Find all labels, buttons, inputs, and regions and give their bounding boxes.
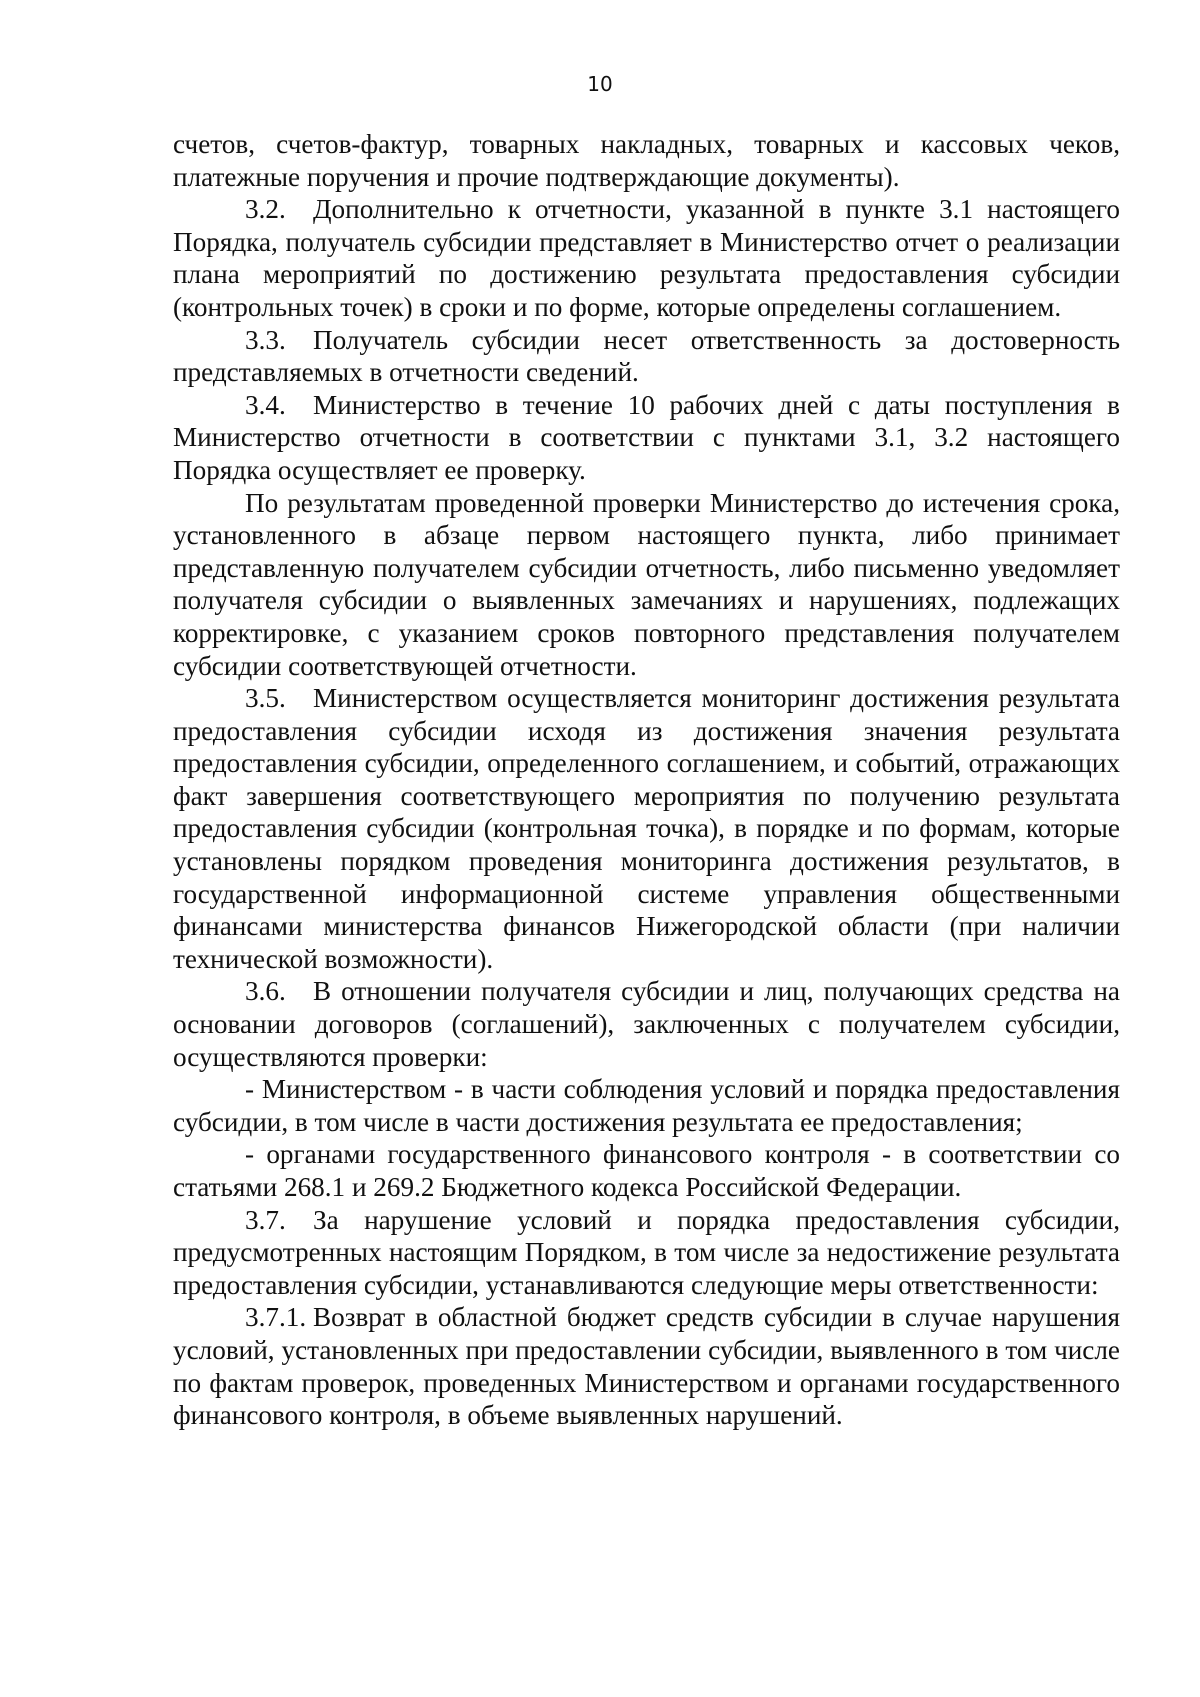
clause-number: 3.2. xyxy=(245,194,286,225)
paragraph-3-7-1 xyxy=(173,1301,1120,1431)
paragraph-3-3 xyxy=(173,324,1120,389)
document-body xyxy=(173,128,1120,1432)
page-number: 10 xyxy=(587,72,613,96)
paragraph-continuation: счетов, счетов-фактур, товарных накладных, товарных и кассовых чеков, платежные поручения и прочие подтверждающие документы). xyxy=(173,129,1120,192)
paragraph-3-6 xyxy=(173,975,1120,1073)
paragraph-3-5 xyxy=(173,682,1120,975)
paragraph-text: Дополнительно к отчетности, указанной в пункте 3.1 настоящего Порядка, получатель субсидии представляет в Министерство отчет о реализации плана мероприятий по достижению результата предоставления субсидии (контрольных точек) в сроки и по форме, которые определены соглашением. xyxy=(173,194,1120,322)
list-item-ministry: - Министерством - в части соблюдения условий и порядка предоставления субсидии, в том числе в части достижения результата ее предоставления; xyxy=(173,1074,1120,1137)
paragraph-text: За нарушение условий и порядка предоставления субсидии, предусмотренных настоящим Порядком, в том числе за недостижение результата предоставления субсидии, устанавливаются следующие меры ответственности: xyxy=(173,1204,1120,1300)
clause-number: 3.3. xyxy=(245,324,286,355)
clause-number: 3.4. xyxy=(245,389,286,420)
clause-number: 3.7.1. xyxy=(245,1302,307,1333)
paragraph-text: Возврат в областной бюджет средств субсидии в случае нарушения условий, установленных при предоставлении субсидии, выявленного в том числе по фактам проверок, проведенных Министерством и органами государственного финансового контроля, в объеме выявленных нарушений. xyxy=(173,1302,1120,1431)
clause-number: 3.5. xyxy=(245,683,286,714)
paragraph-text: Получатель субсидии несет ответственность за достоверность представляемых в отчетности сведений. xyxy=(173,324,1120,388)
paragraph-text: В отношении получателя субсидии и лиц, получающих средства на основании договоров (соглашений), заключенных с получателем субсидии, осуществляются проверки: xyxy=(173,976,1120,1072)
paragraph-3-2 xyxy=(173,193,1120,323)
paragraph-3-4 xyxy=(173,389,1120,487)
paragraph-text: Министерство в течение 10 рабочих дней с даты поступления в Министерство отчетности в соответствии с пунктами 3.1, 3.2 настоящего Порядка осуществляет ее проверку. xyxy=(173,389,1120,485)
paragraph-3-7 xyxy=(173,1204,1120,1302)
clause-number: 3.6. xyxy=(245,976,286,1007)
clause-number: 3.7. xyxy=(245,1204,286,1235)
paragraph-text: Министерством осуществляется мониторинг достижения результата предоставления субсидии исходя из достижения значения результата предоставления субсидии, определенного соглашением, и событий, отражающих факт завершения соответствующего мероприятия по получению результата предоставления субсидии (контрольная точка), в порядке и по формам, которые установлены порядком проведения мониторинга достижения результатов, в государственной информационной системе управления общественными финансами министерства финансов Нижегородской области (при наличии технической возможности). xyxy=(173,683,1120,974)
list-item-control-bodies: - органами государственного финансового контроля - в соответствии со статьями 268.1 и 269.2 Бюджетного кодекса Российской Федерации. xyxy=(173,1139,1120,1202)
paragraph-3-4-second: По результатам проведенной проверки Министерство до истечения срока, установленного в абзаце первом настоящего пункта, либо принимает представленную получателем субсидии отчетность, либо письменно уведомляет получателя субсидии о выявленных замечаниях и нарушениях, подлежащих корректировке, с указанием сроков повторного представления получателем субсидии соответствующей отчетности. xyxy=(173,487,1120,681)
